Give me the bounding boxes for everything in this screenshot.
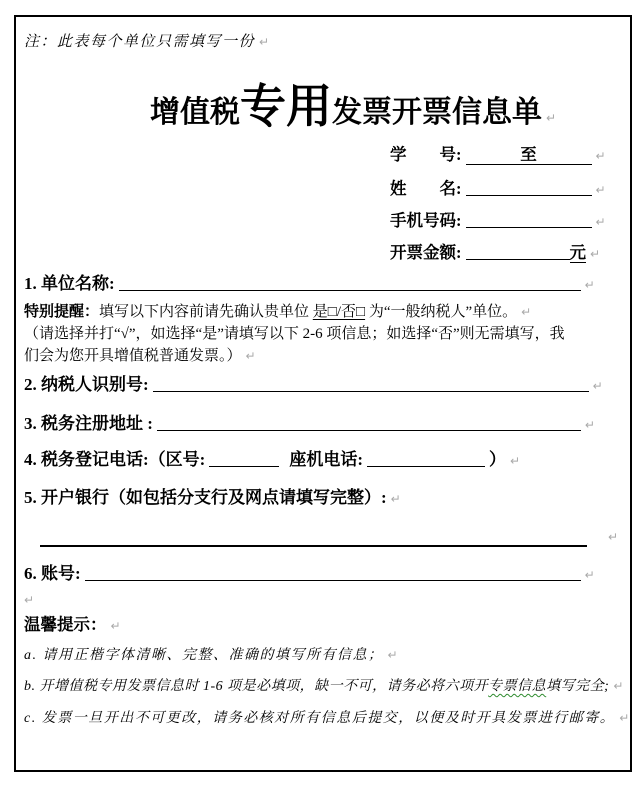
field-amount-colon: : xyxy=(456,243,462,262)
field-amount-label: 开票金额 xyxy=(390,243,456,262)
paragraph-mark-icon: ↵ xyxy=(584,278,595,292)
field-name-row xyxy=(390,176,606,201)
section-bank-name-blank[interactable] xyxy=(40,527,587,547)
section-taxpayer-id xyxy=(24,372,603,397)
paragraph-mark-icon: ↵ xyxy=(390,492,401,506)
field-name-colon: : xyxy=(456,179,462,198)
section-tax-phone-close-paren: ） xyxy=(489,450,506,469)
paragraph-mark-icon: ↵ xyxy=(619,711,630,725)
field-name-blank[interactable] xyxy=(466,178,592,196)
special-reminder-line2: （请选择并打“√”，如选择“是”请填写以下 2-6 项信息；如选择“否”则无需填写，我 xyxy=(24,326,565,342)
title-part-2: 发票开票信息单 xyxy=(331,96,542,129)
section-tax-address-blank[interactable] xyxy=(157,413,581,431)
special-reminder-line1-post: 为“一般纳税人”单位。 xyxy=(365,304,518,320)
section-taxpayer-id-blank[interactable] xyxy=(153,374,589,392)
paragraph-mark-icon: ↵ xyxy=(110,619,121,633)
paragraph-mark-icon: ↵ xyxy=(584,418,595,432)
field-amount-blank[interactable] xyxy=(466,242,570,260)
field-amount-unit: 元 xyxy=(569,243,586,262)
field-phone-blank[interactable] xyxy=(466,210,592,228)
special-reminder-line3-text: 们会为您开具增值税普通发票。） xyxy=(24,348,242,364)
tip-item-b-pre: b. 开增值税专用发票信息时 1-6 项是必填项，缺一不可，请务必将六项开 xyxy=(24,679,489,694)
paragraph-mark-icon: ↵ xyxy=(545,111,557,125)
field-student-id-row xyxy=(390,144,606,167)
special-reminder xyxy=(24,301,634,367)
title-part-1: 增值税 xyxy=(149,96,240,129)
paragraph-mark-icon: ↵ xyxy=(590,247,601,261)
tip-item-b xyxy=(24,675,623,695)
section-bank-name-label: 5. 开户银行（如包括分支行及网点请填写完整）: xyxy=(24,488,387,507)
section-tax-address-label: 3. 税务注册地址 : xyxy=(24,414,153,433)
tips-heading-row xyxy=(24,611,121,635)
paragraph-mark-icon: ↵ xyxy=(521,305,532,319)
section-company-name-label: 1. 单位名称: xyxy=(24,274,115,293)
section-tax-address xyxy=(24,411,595,436)
special-reminder-heading: 特别提醒： xyxy=(24,304,100,320)
tip-item-b-spellcheck-text: 专票信息 xyxy=(488,679,547,694)
field-amount-row xyxy=(390,240,600,265)
section-bank-name xyxy=(24,487,401,510)
paragraph-mark-icon: ↵ xyxy=(595,215,606,229)
tip-item-c-text: c. 发票一旦开出不可更改，请务必核对所有信息后提交，以便及时开具发票进行邮寄。 xyxy=(24,711,616,726)
paragraph-mark-icon: ↵ xyxy=(595,149,606,163)
note-text: 注：此表每个单位只需填写一份 xyxy=(24,34,256,50)
form-title xyxy=(14,70,644,136)
section-landline-blank[interactable] xyxy=(367,449,485,467)
paragraph-mark-icon: ↵ xyxy=(259,35,270,49)
paragraph-mark-icon: ↵ xyxy=(592,379,603,393)
paragraph-mark-icon: ↵ xyxy=(608,530,619,544)
section-account-number-label: 6. 账号: xyxy=(24,564,81,583)
special-reminder-line3 xyxy=(24,345,634,367)
section-account-number xyxy=(24,561,595,586)
paragraph-mark-icon: ↵ xyxy=(245,349,256,363)
field-student-id-colon: : xyxy=(456,145,462,164)
note-line xyxy=(24,30,269,51)
field-student-id-label: 学号 xyxy=(390,145,456,164)
paragraph-mark-icon: ↵ xyxy=(387,648,398,662)
tips-heading: 温馨提示： xyxy=(24,615,107,634)
field-student-id-blank[interactable]: 至 xyxy=(466,145,592,165)
paragraph-mark-icon: ↵ xyxy=(24,593,35,607)
section-tax-phone xyxy=(24,447,520,472)
field-phone-row xyxy=(390,208,606,233)
section-taxpayer-id-label: 2. 纳税人识别号: xyxy=(24,375,149,394)
special-reminder-line1 xyxy=(24,301,634,323)
section-area-code-blank[interactable] xyxy=(209,449,279,467)
yes-no-checkbox-choice[interactable]: 是□/否□ xyxy=(312,304,366,320)
section-company-name-blank[interactable] xyxy=(119,273,581,291)
paragraph-mark-icon: ↵ xyxy=(510,454,521,468)
title-emphasis: 专用 xyxy=(239,81,332,132)
section-landline-label: 座机电话: xyxy=(289,450,363,469)
field-name-label: 姓名 xyxy=(390,179,456,198)
section-tax-phone-label: 4. 税务登记电话:（区号: xyxy=(24,450,206,469)
section-account-number-blank[interactable] xyxy=(85,563,581,581)
tip-item-a xyxy=(24,644,398,664)
tip-item-b-post: 填写完全; xyxy=(546,679,610,694)
tip-item-a-text: a. 请用正楷字体清晰、完整、准确的填写所有信息； xyxy=(24,648,384,663)
field-phone-label: 手机号码 xyxy=(390,211,456,230)
paragraph-mark-icon: ↵ xyxy=(613,679,624,693)
tip-item-c xyxy=(24,707,629,727)
paragraph-mark-icon: ↵ xyxy=(595,183,606,197)
field-phone-colon: : xyxy=(456,211,462,230)
paragraph-mark-icon: ↵ xyxy=(584,568,595,582)
section-company-name xyxy=(24,271,595,296)
special-reminder-line1-pre: 填写以下内容前请先确认贵单位 xyxy=(99,304,313,320)
